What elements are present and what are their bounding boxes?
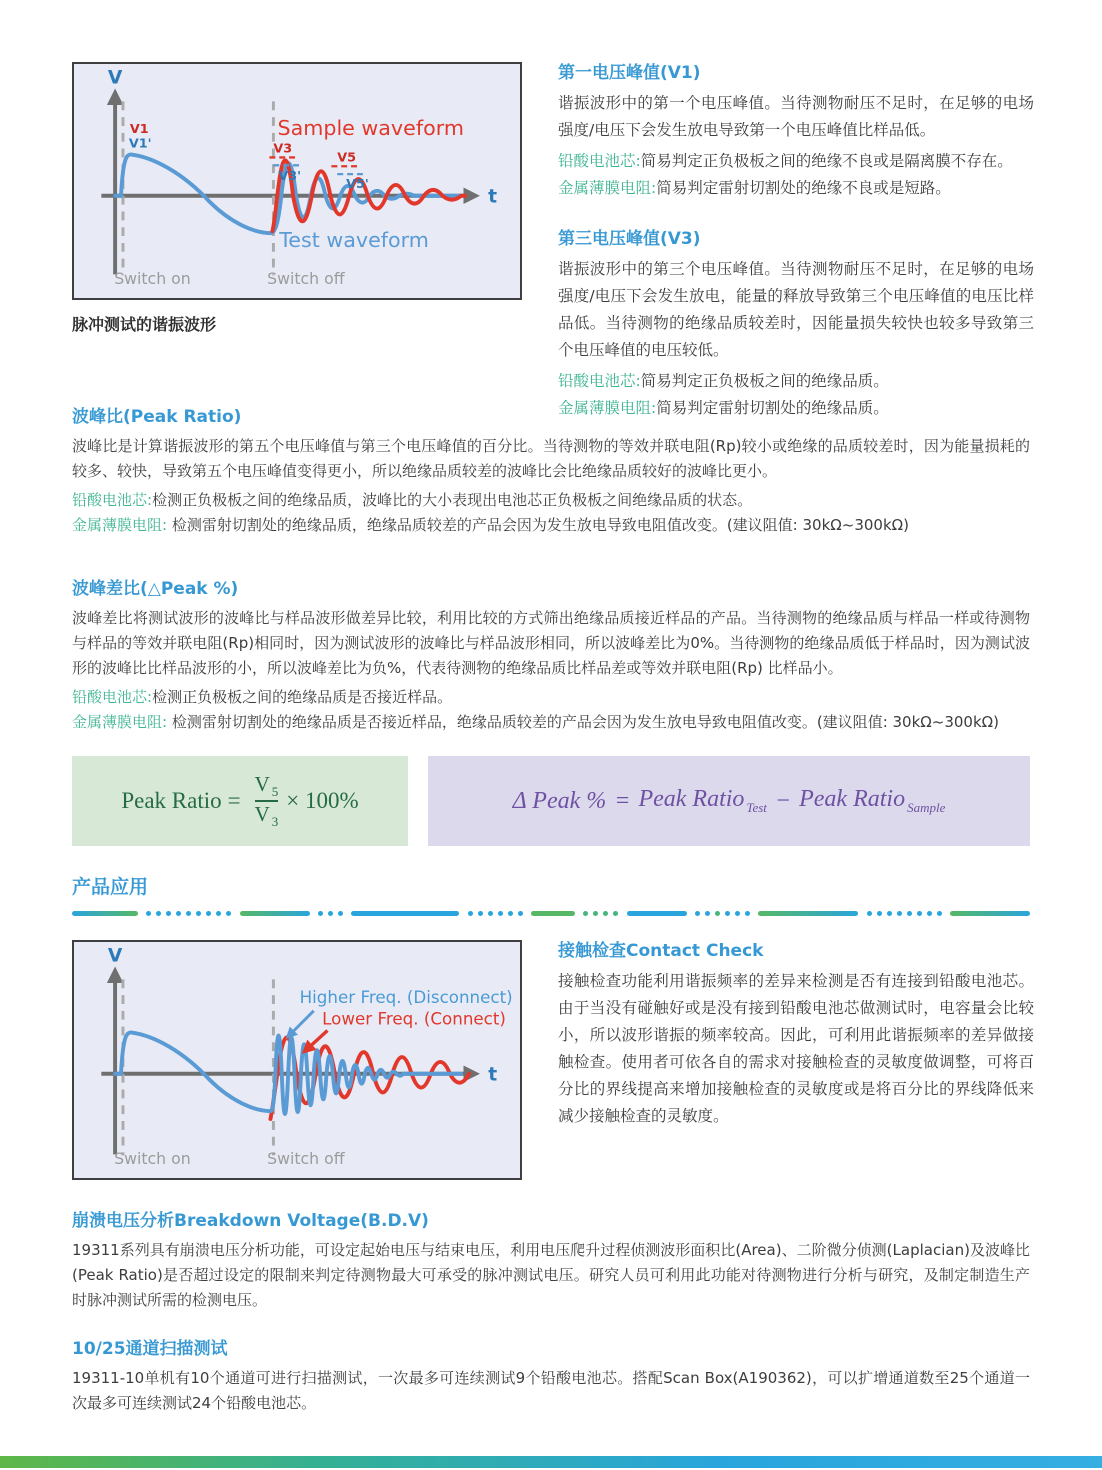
formula-equals: = — [227, 788, 241, 813]
formula-term1: Peak Ratio $_{Test}$ — [638, 786, 767, 815]
peak-definitions-column — [558, 58, 1034, 422]
switch-on-label: Switch on — [114, 269, 191, 289]
section-contact-check-body: 接触检查功能利用谐振频率的差异来检测是否有连接到铅酸电池芯。由于当没有碰触好或是没有接到铅酸电池芯做测试时，电容量会比较小，所以波形谐振的频率较高。因此，可利用此谐振频率的差异做接触检查。使用者可依各自的需求对接触检查的灵敏度做调整，可将百分比的界线提高来增加接触检查的灵敏度或是将百分比的界线降低来减少接触检查的灵敏度。 — [558, 972, 1034, 1125]
section-divider — [72, 910, 1030, 916]
formula-lhs: Peak Ratio — [121, 788, 222, 813]
section-v1-heading: 第一电压峰值(V1) — [558, 63, 701, 83]
item-text: 检测雷射切割处的绝缘品质是否接近样品，绝缘品质较差的产品会因为发生放电导致电阻值改变。(建议阻值: 30kΩ~300kΩ) — [167, 713, 999, 731]
divider-dash — [758, 911, 858, 916]
v1-label: V1 — [129, 121, 149, 137]
resonance-waveform-diagram — [72, 62, 522, 300]
list-item — [558, 148, 1034, 175]
list-item — [72, 685, 1030, 710]
section-v1-items — [558, 148, 1034, 202]
section-delta-peak-heading: 波峰差比(△Peak %) — [72, 579, 239, 599]
list-item — [558, 368, 1034, 395]
switch-off-label: Switch off — [267, 1149, 345, 1169]
section-contact-check-heading: 接触检查Contact Check — [558, 941, 764, 961]
divider-dots — [144, 911, 234, 916]
t-axis-label: t — [488, 1064, 498, 1086]
switch-on-label: Switch on — [114, 1149, 191, 1169]
v5-label: V5 — [337, 150, 357, 166]
resonance-waveform-svg — [74, 64, 520, 298]
applications-heading: 产品应用 — [72, 876, 149, 898]
section-peak-ratio-body: 波峰比是计算谐振波形的第五个电压峰值与第三个电压峰值的百分比。当待测物的等效并联电阻(Rp)较小或绝缘的品质较差时，因为能量损耗的较多、较快，导致第五个电压峰值变得更小，所以绝缘品质较差的波峰比会比绝缘品质较好的波峰比更小。 — [72, 437, 1030, 480]
item-label: 铅酸电池芯: — [558, 152, 641, 170]
section-contact-check — [558, 936, 1034, 1130]
item-label: 金属薄膜电阻: — [558, 179, 657, 197]
higher-freq-arrow — [288, 1011, 314, 1037]
section-scan-test-body: 19311-10单机有10个通道可进行扫描测试，一次最多可连续测试9个铅酸电池芯。搭配Scan Box(A190362)，可以扩增通道数至25个通道一次最多可连续测试24个铅酸电池芯。 — [72, 1369, 1030, 1412]
formula-tail: × 100% — [286, 788, 359, 813]
formula-fraction — [255, 772, 279, 830]
section-v3 — [558, 224, 1034, 422]
delta-peak-formula-box — [428, 756, 1030, 846]
formula-lhs: Δ Peak % — [512, 787, 607, 814]
item-text: 简易判定正负极板之间的绝缘不良或是隔离膜不存在。 — [640, 152, 1013, 170]
divider-dash — [72, 911, 138, 916]
contact-check-svg — [74, 942, 520, 1178]
item-label: 金属薄膜电阻: — [72, 516, 168, 534]
item-text: 简易判定雷射切割处的绝缘不良或是短路。 — [656, 179, 951, 197]
list-item — [72, 488, 1030, 513]
section-breakdown-voltage-body: 19311系列具有崩溃电压分析功能，可设定起始电压与结束电压，利用电压爬升过程侦测波形面积比(Area)、二阶微分侦测(Laplacian)及波峰比(Peak Ratio)是否超过设定的限制来判定待测物最大可承受的脉冲测试电压。研究人员可利用此功能对待测物进行分析与研究，及制定制造生产时脉冲测试所需的检测电压。 — [72, 1241, 1030, 1309]
divider-dots — [315, 911, 345, 916]
divider-dots — [692, 911, 752, 916]
v-axis-label: V — [107, 945, 123, 967]
v1p-label: V1' — [128, 136, 152, 152]
item-text: 检测正负极板之间的绝缘品质，波峰比的大小表现出电池芯正负极板之间绝缘品质的状态。 — [152, 491, 753, 509]
formula-equals: = — [614, 787, 631, 814]
item-label: 铅酸电池芯: — [72, 491, 153, 509]
item-label: 金属薄膜电阻: — [558, 399, 657, 417]
section-delta-peak-body: 波峰差比将测试波形的波峰比与样品波形做差异比较，利用比较的方式筛出绝缘品质接近样品的产品。当待测物的绝缘品质与样品一样或待测物与样品的等效并联电阻(Rp)相同时，因为测试波形的波峰比与样品波形相同，所以波峰差比为0%。当待测物的绝缘品质低于样品时，因为测试波形的波峰比比样品波形的小，所以波峰差比为负%，代表待测物的绝缘品质比样品差或等效并联电阻(Rp) 比样品小。 — [72, 609, 1030, 677]
section-peak-ratio — [72, 402, 1030, 538]
item-label: 铅酸电池芯: — [558, 372, 641, 390]
item-text: 简易判定正负极板之间的绝缘品质。 — [640, 372, 889, 390]
t-axis-label: t — [488, 186, 498, 208]
section-breakdown-voltage — [72, 1206, 1030, 1313]
section-v1 — [558, 58, 1034, 202]
formula-minus: − — [774, 787, 792, 814]
divider-dots — [465, 911, 525, 916]
section-scan-test-heading: 10/25通道扫描测试 — [72, 1339, 228, 1359]
peak-ratio-formula-box — [72, 756, 408, 846]
item-text: 检测正负极板之间的绝缘品质是否接近样品。 — [152, 688, 453, 706]
v5p-label: V5' — [346, 176, 369, 192]
contact-check-diagram — [72, 940, 522, 1180]
sample-waveform-label: Sample waveform — [277, 115, 464, 140]
v3-label: V3 — [273, 141, 293, 157]
item-text: 检测雷射切割处的绝缘品质，绝缘品质较差的产品会因为发生放电导致电阻值改变。(建议阻值: 30kΩ~300kΩ) — [167, 516, 909, 534]
list-item — [558, 175, 1034, 202]
section-v3-heading: 第三电压峰值(V3) — [558, 229, 701, 249]
divider-dash — [240, 911, 310, 916]
divider-dash — [627, 911, 687, 916]
divider-dots — [864, 911, 944, 916]
switch-off-label: Switch off — [267, 269, 345, 289]
section-delta-peak — [72, 574, 1030, 735]
section-peak-ratio-items — [72, 488, 1030, 538]
item-text: 简易判定雷射切割处的绝缘品质。 — [656, 399, 889, 417]
contact-check-column — [558, 936, 1034, 1130]
section-v1-body: 谐振波形中的第一个电压峰值。当待测物耐压不足时，在足够的电场强度/电压下会发生放电导致第一个电压峰值比样品低。 — [558, 94, 1034, 139]
divider-dots — [581, 911, 621, 916]
list-item — [72, 513, 1030, 538]
v-axis-label: V — [107, 67, 123, 89]
section-delta-peak-items — [72, 685, 1030, 735]
item-label: 铅酸电池芯: — [72, 688, 153, 706]
divider-dash — [531, 911, 575, 916]
divider-dash — [950, 911, 1030, 916]
section-v3-body: 谐振波形中的第三个电压峰值。当待测物耐压不足时，在足够的电场强度/电压下会发生放电，能量的释放导致第三个电压峰值的电压比样品低。当待测物的绝缘品质较差时，因能量损失较快也较多导致第三个电压峰值的电压较低。 — [558, 260, 1034, 359]
list-item — [72, 710, 1030, 735]
fraction-numerator: V $_5$ — [254, 771, 279, 800]
diagram1-caption: 脉冲测试的谐振波形 — [72, 315, 217, 334]
test-waveform-label: Test waveform — [279, 227, 429, 252]
item-label: 金属薄膜电阻: — [72, 713, 168, 731]
section-breakdown-voltage-heading: 崩溃电压分析Breakdown Voltage(B.D.V) — [72, 1211, 429, 1231]
v3p-label: V3' — [278, 169, 301, 185]
footer-gradient-bar — [0, 1456, 1102, 1468]
higher-freq-label: Higher Freq. (Disconnect) — [299, 986, 513, 1007]
divider-dash — [351, 911, 459, 916]
section-scan-test — [72, 1334, 1030, 1416]
formula-term2: Peak Ratio $_{Sample}$ — [799, 786, 946, 815]
lower-freq-label: Lower Freq. (Connect) — [322, 1008, 506, 1029]
fraction-denominator: V $_3$ — [254, 802, 279, 830]
section-peak-ratio-heading: 波峰比(Peak Ratio) — [72, 407, 242, 427]
